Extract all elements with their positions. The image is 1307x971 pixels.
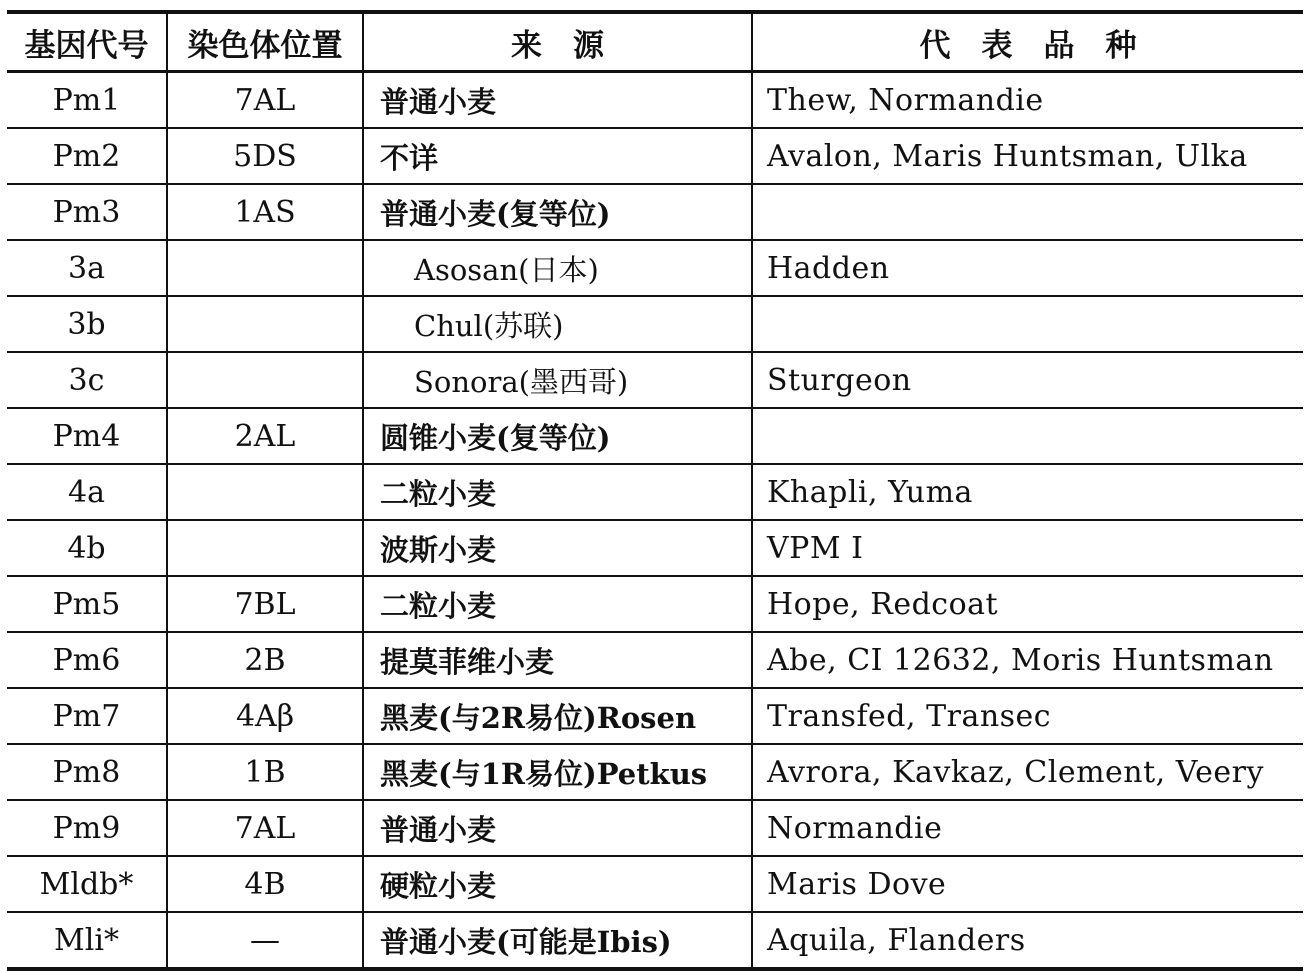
table-row bbox=[7, 128, 1303, 184]
chromosome-cell: 5DS bbox=[167, 128, 363, 184]
varieties-cell: Thew, Normandie bbox=[752, 72, 1303, 129]
source-cell: 普通小麦(可能是Ibis) bbox=[363, 912, 752, 969]
table-body bbox=[7, 72, 1303, 970]
chromosome-cell: 7AL bbox=[167, 72, 363, 129]
varieties-cell: Normandie bbox=[752, 800, 1303, 856]
chromosome-cell: 1B bbox=[167, 744, 363, 800]
table-header bbox=[7, 12, 1303, 72]
header-representative-varieties: 代 表 品 种 bbox=[752, 12, 1303, 72]
source-cell: 硬粒小麦 bbox=[363, 856, 752, 912]
source-cell: Asosan(日本) bbox=[363, 240, 752, 296]
chromosome-cell: 2B bbox=[167, 632, 363, 688]
varieties-cell: Aquila, Flanders bbox=[752, 912, 1303, 969]
header-chromosome-location: 染色体位置 bbox=[167, 12, 363, 72]
chromosome-cell: 4Aβ bbox=[167, 688, 363, 744]
chromosome-cell: 4B bbox=[167, 856, 363, 912]
gene-code-cell: Pm2 bbox=[7, 128, 167, 184]
table-row bbox=[7, 240, 1303, 296]
varieties-cell: Sturgeon bbox=[752, 352, 1303, 408]
gene-code-cell: Pm7 bbox=[7, 688, 167, 744]
chromosome-cell: 2AL bbox=[167, 408, 363, 464]
table-row bbox=[7, 576, 1303, 632]
header-gene-code: 基因代号 bbox=[24, 27, 149, 64]
source-cell: 普通小麦(复等位) bbox=[363, 184, 752, 240]
varieties-cell: Avalon, Maris Huntsman, Ulka bbox=[752, 128, 1303, 184]
gene-code-cell: Mli* bbox=[7, 912, 167, 969]
varieties-cell: Khapli, Yuma bbox=[752, 464, 1303, 520]
varieties-cell: VPM I bbox=[752, 520, 1303, 576]
resistance-gene-table bbox=[7, 10, 1303, 971]
source-cell: Sonora(墨西哥) bbox=[363, 352, 752, 408]
table-row bbox=[7, 520, 1303, 576]
table-row bbox=[7, 688, 1303, 744]
source-cell: Chul(苏联) bbox=[363, 296, 752, 352]
chromosome-cell bbox=[167, 520, 363, 576]
varieties-cell: Transfed, Transec bbox=[752, 688, 1303, 744]
table-row bbox=[7, 72, 1303, 129]
table-row bbox=[7, 408, 1303, 464]
varieties-cell bbox=[752, 408, 1303, 464]
source-cell: 普通小麦 bbox=[363, 800, 752, 856]
source-cell: 不详 bbox=[363, 128, 752, 184]
source-cell: 圆锥小麦(复等位) bbox=[363, 408, 752, 464]
gene-code-cell: Mldb* bbox=[7, 856, 167, 912]
varieties-cell: Hadden bbox=[752, 240, 1303, 296]
chromosome-cell bbox=[167, 352, 363, 408]
source-cell: 普通小麦 bbox=[363, 72, 752, 129]
varieties-cell bbox=[752, 296, 1303, 352]
gene-code-cell: Pm9 bbox=[7, 800, 167, 856]
varieties-cell: Abe, CI 12632, Moris Huntsman bbox=[752, 632, 1303, 688]
gene-code-cell: Pm8 bbox=[7, 744, 167, 800]
table-row bbox=[7, 352, 1303, 408]
chromosome-cell bbox=[167, 464, 363, 520]
table-row bbox=[7, 912, 1303, 969]
gene-code-cell: 3a bbox=[7, 240, 167, 296]
source-cell: 黑麦(与2R易位)Rosen bbox=[363, 688, 752, 744]
gene-code-cell: 4b bbox=[7, 520, 167, 576]
gene-code-cell: Pm3 bbox=[7, 184, 167, 240]
chromosome-cell bbox=[167, 240, 363, 296]
gene-code-cell: Pm6 bbox=[7, 632, 167, 688]
gene-code-cell: 3b bbox=[7, 296, 167, 352]
chromosome-cell: 1AS bbox=[167, 184, 363, 240]
table-row bbox=[7, 464, 1303, 520]
table-row bbox=[7, 632, 1303, 688]
source-cell: 二粒小麦 bbox=[363, 464, 752, 520]
table-row bbox=[7, 800, 1303, 856]
chromosome-cell: 7AL bbox=[167, 800, 363, 856]
varieties-cell: Maris Dove bbox=[752, 856, 1303, 912]
source-cell: 提莫菲维小麦 bbox=[363, 632, 752, 688]
source-cell: 黑麦(与1R易位)Petkus bbox=[363, 744, 752, 800]
gene-code-cell: 3c bbox=[7, 352, 167, 408]
gene-code-cell: Pm1 bbox=[7, 72, 167, 129]
varieties-cell: Avrora, Kavkaz, Clement, Veery bbox=[752, 744, 1303, 800]
source-cell: 二粒小麦 bbox=[363, 576, 752, 632]
chromosome-cell bbox=[167, 296, 363, 352]
source-cell: 波斯小麦 bbox=[363, 520, 752, 576]
varieties-cell: Hope, Redcoat bbox=[752, 576, 1303, 632]
table-row bbox=[7, 296, 1303, 352]
chromosome-cell: — bbox=[167, 912, 363, 969]
table-row bbox=[7, 744, 1303, 800]
gene-code-cell: 4a bbox=[7, 464, 167, 520]
table-row bbox=[7, 184, 1303, 240]
header-row bbox=[7, 12, 1303, 72]
gene-code-cell: Pm5 bbox=[7, 576, 167, 632]
varieties-cell bbox=[752, 184, 1303, 240]
table-row bbox=[7, 856, 1303, 912]
gene-code-cell: Pm4 bbox=[7, 408, 167, 464]
chromosome-cell: 7BL bbox=[167, 576, 363, 632]
header-source: 来 源 bbox=[363, 12, 752, 72]
